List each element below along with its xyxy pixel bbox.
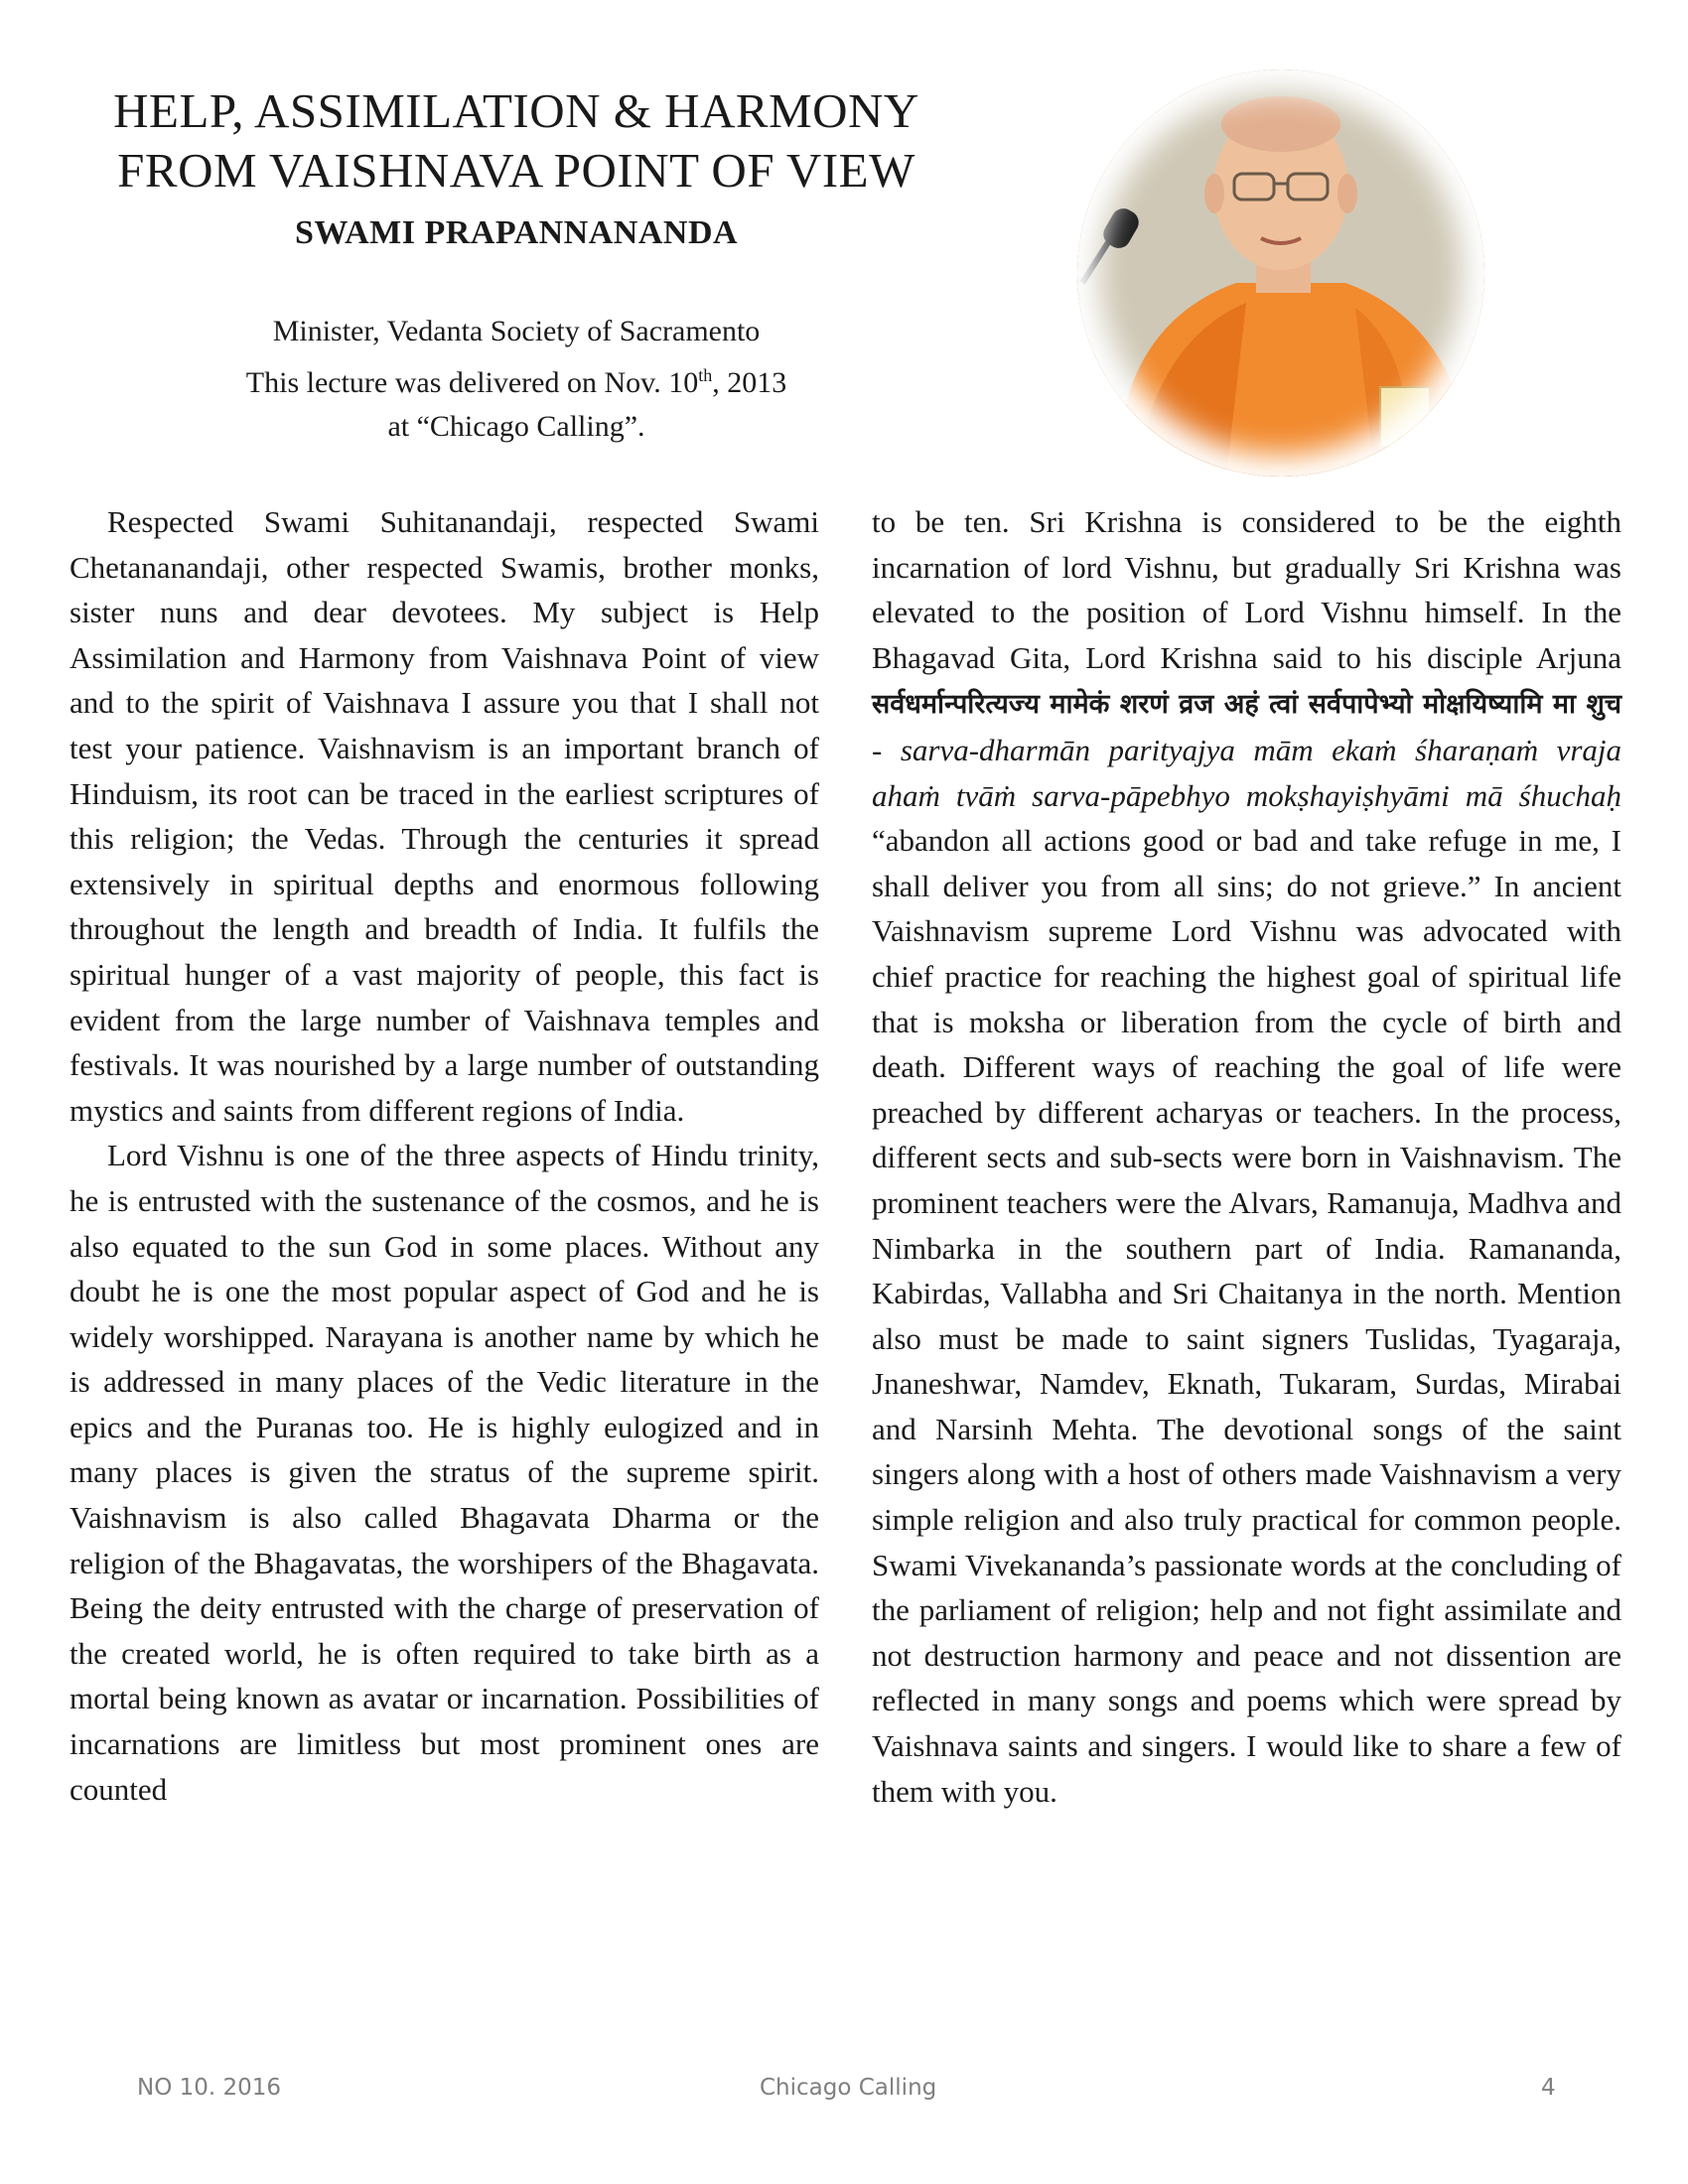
author-role: Minister, Vedanta Society of Sacramento (272, 315, 761, 347)
paragraph-krishna: to be ten. Sri Krishna is considered to be the eighth incarnation of lord Vishnu, but gradually Sri Krishna was elevated to the position of Lord Vishnu himself. In the Bhagavad Gita, Lord Krishna said to his disciple Arjuna सर्वधर्मान्परित्यज्य मामेकं शरणं व्रज अहं त्वां सर्वपापेभ्यो मोक्षयिष्यामि मा शुच - sarva-dharmān parityajya mām ekaṁ śharaṇaṁ vraja ahaṁ tvāṁ sarva-pāpebhyo mokṣhayiṣhyāmi mā śhuchaḥ “abandon all actions good or bad and take refuge in me, I shall deliver you from all sins; do not grieve.” In ancient Vaishnavism supreme Lord Vishnu was advocated with chief practice for reaching the highest goal of spiritual life that is moksha or liberation from the cycle of birth and death. Different ways of reaching the goal of life were preached by different acharyas or teachers. In the process, different sects and sub-sects were born in Vaishnavism. The prominent teachers were the Alvars, Ramanuja, Madhva and Nimbarka in the southern part of India. Ramananda, Kabirdas, Vallabha and Sri Chaitanya in the north. Mention also must be made to saint signers Tuslidas, Tyagaraja, Jnaneshwar, Namdev, Eknath, Tukaram, Surdas, Mirabai and Narsinh Mehta. The devotional songs of the saint singers along with a host of others made Vaishnavism a very simple religion and also truly practical for common people. Swami Vivekananda’s passionate words at the concluding of the parliament of religion; help and not fight assimilate and not destruction harmony and peace and not dissention are reflected in many songs and poems which were spread by Vaishnava saints and singers. I would like to share a few of them with you. (872, 504, 1622, 1809)
article-title (70, 81, 963, 201)
title-line-2: FROM VAISHNAVA POINT OF VIEW (117, 143, 915, 198)
lecture-date: This lecture was delivered on Nov. 10th, 2013 (245, 365, 787, 399)
footer-page-number: 4 (1541, 2075, 1556, 2101)
article-header (70, 81, 963, 449)
title-line-1: HELP, ASSIMILATION & HARMONY (113, 83, 919, 138)
paragraph-vishnu: Lord Vishnu is one of the three aspects of Hindu trinity, he is entrusted with the sustenance of the cosmos, and he is also equated to the sun God in some places. Without any doubt he is one the most popular aspect of God and he is widely worshipped. Narayana is another name by which he is addressed in many places of the Vedic literature in the epics and the Puranas too. He is highly eulogized and in many places is given the stratus of the supreme spirit. Vaishnavism is also called Bhagavata Dharma or the religion of the Bhagavatas, the worshipers of the Bhagavata. Being the deity entrusted with the charge of preservation of the created world, he is often required to take birth as a mortal being known as avatar or incarnation. Possibilities of incarnations are limitless but most prominent ones are counted (70, 1138, 819, 1807)
footer-publication: Chicago Calling (760, 2075, 937, 2101)
footer-issue: NO 10. 2016 (137, 2075, 282, 2101)
verse-transliteration: sarva-dharmān parityajya mām ekaṁ śharaṇaṁ vraja ahaṁ tvāṁ sarva-pāpebhyo mokṣhayiṣhyāmi mā śhuchaḥ (872, 732, 1622, 813)
sanskrit-verse: सर्वधर्मान्परित्यज्य मामेकं शरणं व्रज अहं त्वां सर्वपापेभ्यो मोक्षयिष्यामि मा शुच (872, 689, 1621, 721)
speaker-portrait-photo (1077, 69, 1484, 477)
author-name: SWAMI PRAPANNANANDA (294, 214, 739, 251)
left-column (70, 499, 819, 1812)
lecture-info (70, 310, 963, 449)
paragraph-intro: Respected Swami Suhitanandaji, respected Swami Chetananandaji, other respected Swamis, brother monks, sister nuns and dear devotees. My subject is Help Assimilation and Harmony from Vaishnava Point of view and to the spirit of Vaishnava I assure you that I shall not test your patience. Vaishnavism is an important branch of Hinduism, its root can be traced in the earliest scriptures of this religion; the Vedas. Through the centuries it spread extensively in spiritual depths and enormous following throughout the length and breadth of India. It fulfils the spiritual hunger of a vast majority of people, this fact is evident from the large number of Vaishnava temples and festivals. It was nourished by a large number of outstanding mystics and saints from different regions of India. (70, 504, 819, 1128)
lecture-venue: at “Chicago Calling”. (387, 410, 645, 443)
right-column (872, 499, 1621, 1814)
